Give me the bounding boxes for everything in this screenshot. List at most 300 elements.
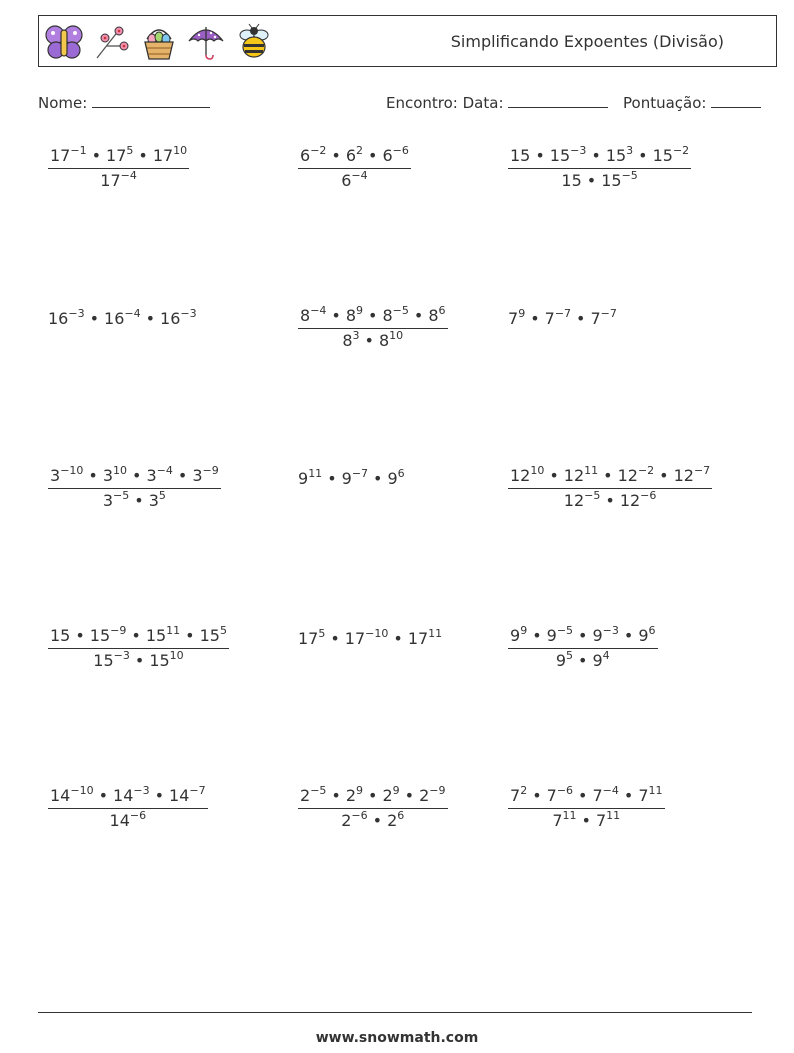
multiply-dot: • (134, 651, 145, 670)
exponent: −10 (70, 784, 94, 797)
base: 3 (102, 491, 114, 510)
fraction (48, 146, 189, 190)
exponent: −3 (180, 307, 197, 320)
exponent: 11 (648, 784, 663, 797)
exponent: −2 (310, 144, 327, 157)
exponent: 5 (126, 144, 134, 157)
score-label: Pontuação: (623, 94, 707, 112)
multiply-dot: • (605, 491, 615, 510)
base: 14 (109, 811, 130, 830)
problem-9 (508, 466, 712, 510)
base: 12 (563, 491, 585, 510)
power-term (113, 786, 150, 805)
power-term (346, 786, 363, 805)
exponent: 10 (169, 649, 184, 662)
exponent: −3 (68, 307, 85, 320)
power-term (346, 146, 363, 165)
base: 15 (510, 146, 531, 165)
multiply-dot: • (373, 469, 383, 488)
exponent: −7 (693, 464, 711, 477)
base: 14 (113, 786, 134, 805)
power-term (110, 811, 147, 830)
multiply-dot: • (98, 786, 109, 805)
numerator (508, 786, 665, 809)
power-term (620, 491, 657, 510)
exponent: −6 (392, 144, 409, 157)
exponent: 11 (166, 624, 181, 637)
base: 7 (546, 786, 557, 805)
base: 2 (387, 811, 398, 830)
problem-12 (508, 626, 658, 670)
base: 15 (199, 626, 220, 645)
power-term (146, 466, 172, 485)
multiply-dot: • (578, 651, 588, 670)
base: 17 (407, 629, 429, 648)
date-field (386, 93, 608, 112)
exponent: 11 (428, 627, 443, 640)
exponent: −7 (189, 784, 206, 797)
exponent: −3 (602, 624, 619, 637)
multiply-dot: • (623, 626, 634, 645)
power-term (592, 626, 618, 645)
denominator (48, 169, 189, 190)
base: 15 (149, 651, 170, 670)
multiply-dot: • (330, 629, 340, 648)
base: 15 (89, 626, 111, 645)
score-blank[interactable] (711, 93, 761, 108)
base: 6 (300, 146, 311, 165)
exponent: −4 (124, 307, 141, 320)
base: 8 (382, 306, 393, 325)
power-term (638, 786, 662, 805)
base: 15 (652, 146, 673, 165)
date-blank[interactable] (508, 93, 608, 108)
base: 12 (563, 466, 585, 485)
multiply-dot: • (535, 146, 545, 165)
multiply-dot: • (623, 786, 634, 805)
multiply-dot: • (372, 811, 383, 830)
multiply-dot: • (364, 331, 374, 350)
multiply-dot: • (368, 146, 378, 165)
base: 9 (592, 651, 603, 670)
base: 2 (382, 786, 393, 805)
exponent: −7 (554, 307, 572, 320)
base: 9 (387, 469, 398, 488)
base: 12 (619, 491, 641, 510)
name-field (38, 93, 210, 112)
base: 16 (104, 309, 125, 328)
numerator (48, 626, 229, 649)
power-term (428, 306, 445, 325)
power-term (300, 786, 326, 805)
exponent: 9 (520, 624, 528, 637)
fraction (508, 146, 691, 190)
denominator (508, 649, 658, 670)
power-term (564, 466, 598, 485)
exponent: 5 (566, 649, 574, 662)
exponent: −5 (621, 169, 638, 182)
base: 14 (169, 786, 190, 805)
problem-7 (48, 466, 221, 510)
base: 15 (145, 626, 167, 645)
base: 7 (638, 786, 649, 805)
numerator (508, 146, 691, 169)
power-term (300, 146, 326, 165)
base: 3 (148, 491, 159, 510)
numerator (298, 786, 448, 809)
power-term (379, 331, 403, 350)
power-term (342, 331, 359, 350)
problem-15 (508, 786, 665, 830)
multiply-dot: • (638, 146, 648, 165)
multiply-dot: • (530, 309, 540, 328)
multiply-dot: • (185, 626, 195, 645)
base: 6 (382, 146, 393, 165)
power-term (149, 491, 166, 510)
base: 7 (510, 786, 521, 805)
umbrella-icon (187, 23, 225, 61)
expression (298, 629, 442, 648)
numerator (298, 306, 448, 329)
power-term (653, 146, 690, 165)
exponent: 2 (356, 144, 364, 157)
multiply-dot: • (591, 146, 601, 165)
power-term (90, 626, 127, 645)
fraction (48, 786, 208, 830)
multiply-dot: • (331, 146, 341, 165)
exponent: 9 (518, 307, 526, 320)
base: 15 (605, 146, 627, 165)
power-term (508, 309, 525, 328)
power-term (50, 786, 94, 805)
base: 17 (106, 146, 127, 165)
power-term (547, 786, 573, 805)
exponent: 6 (648, 624, 656, 637)
multiply-dot: • (75, 626, 85, 645)
base: 8 (300, 306, 311, 325)
exponent: −3 (133, 784, 150, 797)
base: 12 (673, 466, 694, 485)
multiply-dot: • (145, 309, 156, 328)
denominator (298, 809, 448, 830)
base: 3 (102, 466, 114, 485)
power-term (550, 146, 587, 165)
problem-5 (298, 306, 448, 350)
base: 17 (152, 146, 174, 165)
power-term (601, 171, 638, 190)
base: 3 (50, 466, 61, 485)
base: 2 (345, 786, 357, 805)
base: 17 (344, 629, 366, 648)
base: 12 (617, 466, 638, 485)
fraction (298, 146, 411, 190)
numerator (298, 146, 411, 169)
exponent: −1 (70, 144, 87, 157)
denominator (508, 809, 665, 830)
power-term (149, 651, 183, 670)
multiply-dot: • (331, 786, 341, 805)
exponent: 9 (356, 784, 364, 797)
denominator (48, 809, 208, 830)
power-term (153, 146, 187, 165)
power-term (50, 466, 83, 485)
exponent: 6 (397, 809, 405, 822)
problem-1 (48, 146, 189, 190)
power-term (106, 146, 133, 165)
base: 3 (146, 466, 157, 485)
power-term (387, 811, 404, 830)
multiply-dot: • (578, 626, 588, 645)
base: 15 (549, 146, 571, 165)
exponent: 11 (562, 809, 577, 822)
exponent: 11 (606, 809, 621, 822)
base: 16 (48, 309, 69, 328)
exponent: 3 (352, 329, 360, 342)
power-term (103, 491, 129, 510)
easter-basket-icon (141, 23, 177, 61)
power-term (200, 626, 227, 645)
multiply-dot: • (532, 626, 542, 645)
power-term (510, 626, 527, 645)
numerator (508, 466, 712, 489)
exponent: −5 (113, 489, 130, 502)
power-term (146, 626, 180, 645)
base: 8 (342, 331, 353, 350)
multiply-dot: • (413, 306, 424, 325)
base: 8 (378, 331, 390, 350)
power-term (547, 626, 573, 645)
flowers-icon (93, 24, 131, 60)
expression (298, 469, 405, 488)
fraction (48, 466, 221, 510)
power-term (48, 309, 85, 328)
problem-6 (508, 309, 617, 328)
multiply-dot: • (327, 469, 337, 488)
base: 17 (50, 146, 71, 165)
power-term (618, 466, 655, 485)
base: 2 (419, 786, 430, 805)
power-term (298, 629, 325, 648)
exponent: 10 (113, 464, 128, 477)
base: 14 (50, 786, 71, 805)
multiply-dot: • (368, 786, 378, 805)
exponent: −7 (600, 307, 617, 320)
multiply-dot: • (586, 171, 597, 190)
base: 2 (341, 811, 352, 830)
exponent: 10 (173, 144, 188, 157)
exponent: 11 (584, 464, 599, 477)
power-term (510, 466, 544, 485)
fraction (508, 626, 658, 670)
name-blank[interactable] (92, 93, 210, 108)
power-term (345, 629, 389, 648)
base: 2 (300, 786, 311, 805)
header-icons (45, 22, 273, 62)
power-term (298, 469, 322, 488)
multiply-dot: • (177, 466, 188, 485)
numerator (48, 786, 208, 809)
multiply-dot: • (659, 466, 669, 485)
base: 15 (601, 171, 622, 190)
exponent: −5 (392, 304, 409, 317)
base: 6 (341, 171, 352, 190)
multiply-dot: • (331, 306, 341, 325)
base: 15 (50, 626, 71, 645)
exponent: −4 (602, 784, 619, 797)
power-term (545, 309, 571, 328)
base: 9 (555, 651, 567, 670)
power-term (674, 466, 711, 485)
power-term (169, 786, 206, 805)
power-term (382, 786, 399, 805)
multiply-dot: • (581, 811, 591, 830)
bee-icon (235, 23, 273, 61)
exponent: −9 (202, 464, 219, 477)
power-term (192, 466, 218, 485)
base: 6 (345, 146, 357, 165)
problem-8 (298, 469, 405, 488)
exponent: −9 (110, 624, 127, 637)
base: 7 (508, 309, 519, 328)
power-term (382, 146, 408, 165)
exponent: −6 (640, 489, 657, 502)
denominator (298, 169, 411, 190)
fraction (508, 466, 712, 510)
power-term (341, 171, 367, 190)
power-term (596, 811, 620, 830)
base: 7 (552, 811, 563, 830)
power-term (160, 309, 197, 328)
power-term (50, 146, 87, 165)
denominator (298, 329, 448, 350)
expression (508, 309, 617, 328)
power-term (561, 171, 581, 190)
multiply-dot: • (576, 309, 586, 328)
butterfly-icon (45, 24, 83, 60)
exponent: 10 (530, 464, 545, 477)
score-field (623, 93, 761, 112)
base: 8 (345, 306, 357, 325)
fraction (298, 306, 448, 350)
power-term (419, 786, 445, 805)
power-term (510, 786, 527, 805)
power-term (606, 146, 633, 165)
base: 12 (510, 466, 531, 485)
power-term (93, 651, 130, 670)
exponent: 9 (392, 784, 400, 797)
problem-11 (298, 629, 442, 648)
base: 7 (544, 309, 555, 328)
exponent: −4 (156, 464, 173, 477)
base: 7 (595, 811, 607, 830)
power-term (104, 309, 141, 328)
worksheet-title: Simplificando Expoentes (Divisão) (450, 32, 724, 51)
exponent: 6 (397, 467, 405, 480)
base: 7 (590, 309, 601, 328)
exponent: −10 (365, 627, 389, 640)
exponent: −9 (429, 784, 446, 797)
multiply-dot: • (131, 626, 141, 645)
denominator (48, 489, 221, 510)
power-term (387, 469, 404, 488)
multiply-dot: • (134, 491, 144, 510)
multiply-dot: • (532, 786, 542, 805)
base: 7 (592, 786, 603, 805)
exponent: 2 (520, 784, 528, 797)
denominator (508, 489, 712, 510)
exponent: −7 (351, 467, 369, 480)
multiply-dot: • (404, 786, 415, 805)
exponent: 5 (318, 627, 326, 640)
base: 17 (298, 629, 319, 648)
power-term (50, 626, 70, 645)
exponent: −5 (556, 624, 574, 637)
power-term (382, 306, 408, 325)
problem-13 (48, 786, 208, 830)
power-term (100, 171, 137, 190)
date-label: Encontro: Data: (386, 94, 504, 112)
multiply-dot: • (393, 629, 403, 648)
base: 9 (638, 626, 649, 645)
exponent: −5 (584, 489, 601, 502)
multiply-dot: • (138, 146, 148, 165)
power-term (341, 811, 367, 830)
multiply-dot: • (578, 786, 588, 805)
exponent: −5 (310, 784, 327, 797)
exponent: 3 (626, 144, 634, 157)
exponent: −6 (129, 809, 147, 822)
multiply-dot: • (132, 466, 142, 485)
base: 17 (100, 171, 121, 190)
exponent: −4 (351, 169, 368, 182)
problem-2 (298, 146, 411, 190)
exponent: −4 (120, 169, 137, 182)
power-term (346, 306, 363, 325)
base: 9 (510, 626, 521, 645)
exponent: 10 (389, 329, 404, 342)
problem-10 (48, 626, 229, 670)
expression (48, 309, 197, 328)
multiply-dot: • (154, 786, 165, 805)
power-term (592, 651, 609, 670)
fraction (508, 786, 665, 830)
footer-divider (38, 1012, 752, 1013)
power-term (552, 811, 576, 830)
power-term (408, 629, 442, 648)
power-term (590, 309, 616, 328)
name-label: Nome: (38, 94, 88, 112)
problem-14 (298, 786, 448, 830)
power-term (300, 306, 326, 325)
exponent: 6 (438, 304, 446, 317)
exponent: 9 (356, 304, 364, 317)
problem-3 (508, 146, 691, 190)
exponent: −3 (113, 649, 130, 662)
base: 16 (160, 309, 181, 328)
numerator (508, 626, 658, 649)
power-term (103, 466, 127, 485)
numerator (48, 466, 221, 489)
base: 8 (428, 306, 439, 325)
denominator (48, 649, 229, 670)
denominator (508, 169, 691, 190)
power-term (510, 146, 530, 165)
exponent: 11 (308, 467, 323, 480)
exponent: −6 (556, 784, 574, 797)
base: 9 (592, 626, 603, 645)
exponent: 5 (219, 624, 227, 637)
exponent: −3 (570, 144, 587, 157)
